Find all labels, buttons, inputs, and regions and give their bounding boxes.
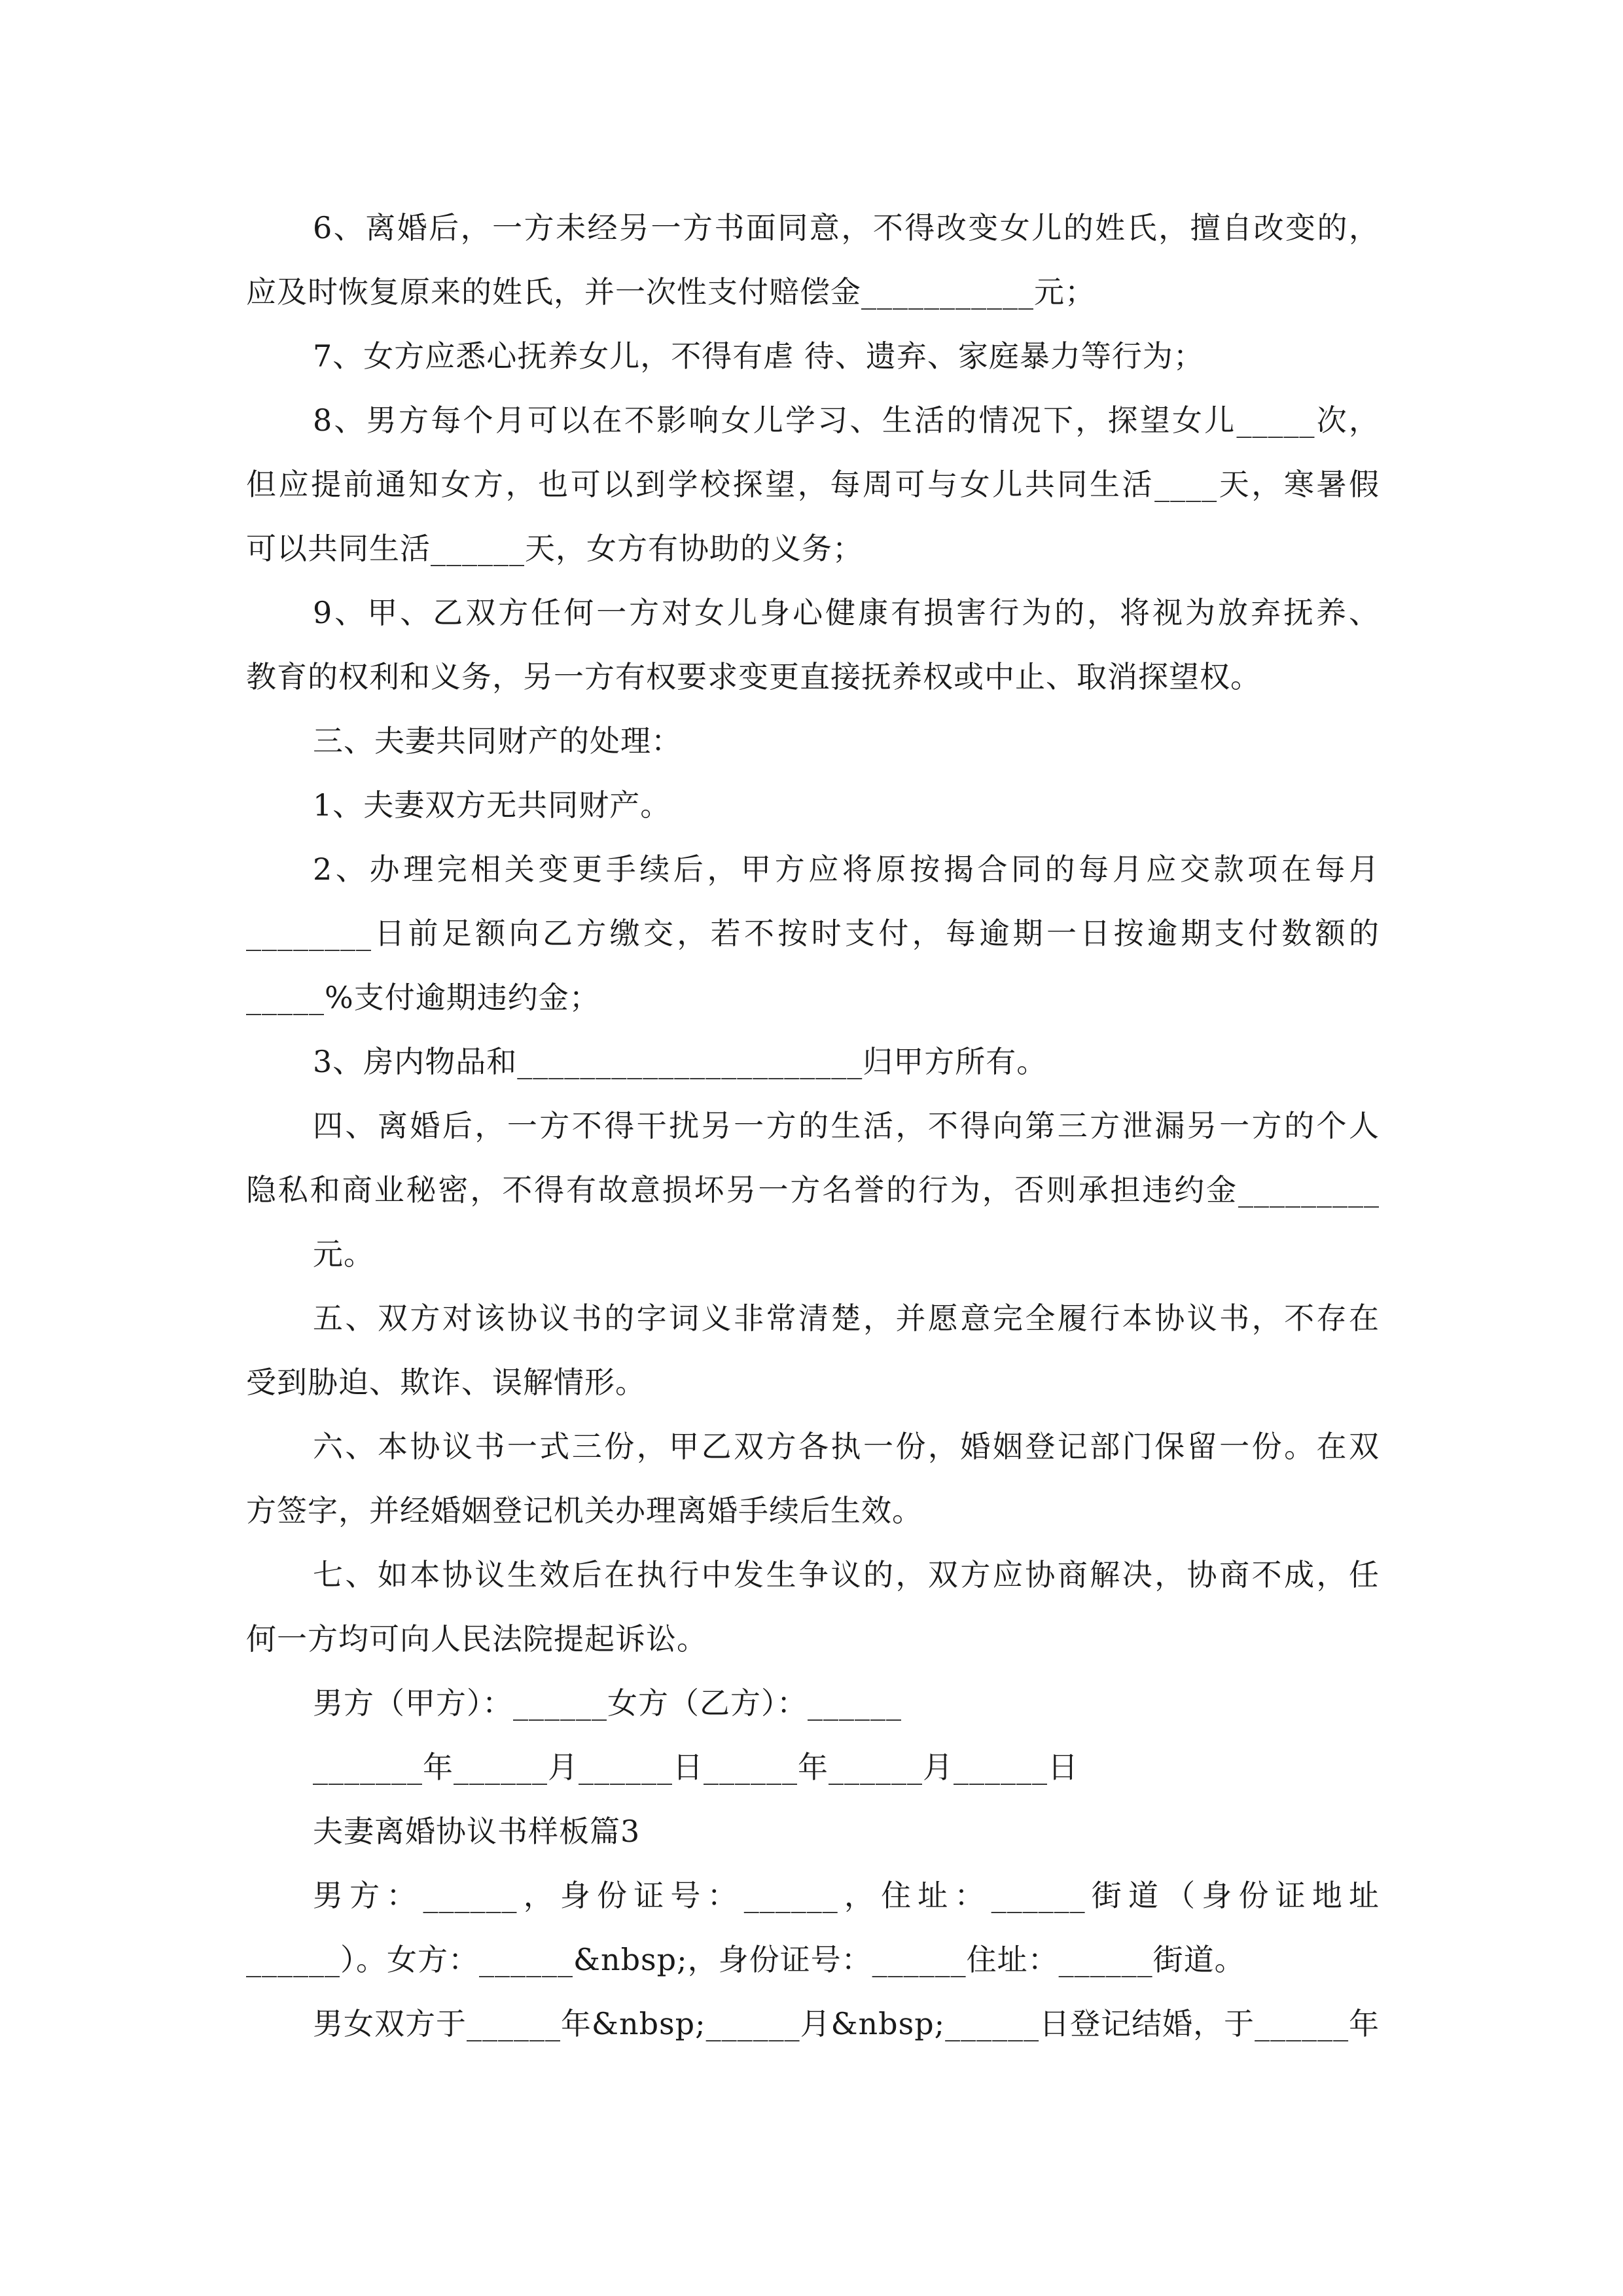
section-heading: 三、夫妻共同财产的处理：: [313, 723, 682, 759]
text-line: 隐私和商业秘密，不得有故意损坏另一方名誉的行为，否则承担违约金_________: [246, 1172, 1380, 1208]
text-line: 受到胁迫、欺诈、误解情形。: [246, 1365, 646, 1400]
text-line: 元。: [313, 1236, 374, 1272]
text-line: 7、女方应悉心抚养女儿，不得有虐 待、遗弃、家庭暴力等行为；: [313, 338, 1204, 374]
text-line: 1、夫妻双方无共同财产。: [313, 787, 671, 823]
text-line: 男女双方于______年&nbsp;______月&nbsp;______日登记结婚，于______年: [313, 2006, 1380, 2041]
text-line: ______）。女方：______&nbsp;，身份证号：______住址：______街道。: [246, 1942, 1245, 1977]
text-line: ________日前足额向乙方缴交，若不按时支付，每逾期一日按逾期支付数额的: [246, 916, 1380, 951]
text-line: 何一方均可向人民法院提起诉讼。: [246, 1621, 707, 1657]
text-line: 3、房内物品和______________________归甲方所有。: [313, 1044, 1048, 1079]
text-line: _____%支付逾期违约金；: [246, 980, 600, 1015]
text-line: 男方：______，身份证号：______，住址：______街道（身份证地址: [313, 1878, 1380, 1913]
text-line: 七、如本协议生效后在执行中发生争议的，双方应协商解决，协商不成，任: [313, 1557, 1380, 1592]
text-line: 9、甲、乙双方任何一方对女儿身心健康有损害行为的，将视为放弃抚养、: [313, 595, 1380, 630]
text-line: 方签字，并经婚姻登记机关办理离婚手续后生效。: [246, 1493, 923, 1528]
text-line: 四、离婚后，一方不得干扰另一方的生活，不得向第三方泄漏另一方的个人: [313, 1108, 1380, 1143]
text-line: 教育的权利和义务，另一方有权要求变更直接抚养权或中止、取消探望权。: [246, 659, 1261, 694]
text-line: 可以共同生活______天，女方有协助的义务；: [246, 531, 863, 566]
text-line: 6、离婚后，一方未经另一方书面同意，不得改变女儿的姓氏，擅自改变的，: [313, 210, 1380, 245]
section-title: 夫妻离婚协议书样板篇3: [313, 1814, 641, 1849]
text-line: 2、办理完相关变更手续后，甲方应将原按揭合同的每月应交款项在每月: [313, 852, 1380, 887]
text-line: 但应提前通知女方，也可以到学校探望，每周可与女儿共同生活____天，寒暑假: [246, 467, 1380, 502]
text-line: 8、男方每个月可以在不影响女儿学习、生活的情况下，探望女儿_____次，: [313, 403, 1380, 438]
text-line: 应及时恢复原来的姓氏，并一次性支付赔偿金___________元；: [246, 274, 1096, 310]
text-line: 六、本协议书一式三份，甲乙双方各执一份，婚姻登记部门保留一份。在双: [313, 1429, 1380, 1464]
text-line: 五、双方对该协议书的字词义非常清楚，并愿意完全履行本协议书，不存在: [313, 1300, 1380, 1336]
date-line: _______年______月______日______年______月______日: [313, 1749, 1079, 1785]
signature-line: 男方（甲方）：______女方（乙方）：______: [313, 1685, 902, 1721]
